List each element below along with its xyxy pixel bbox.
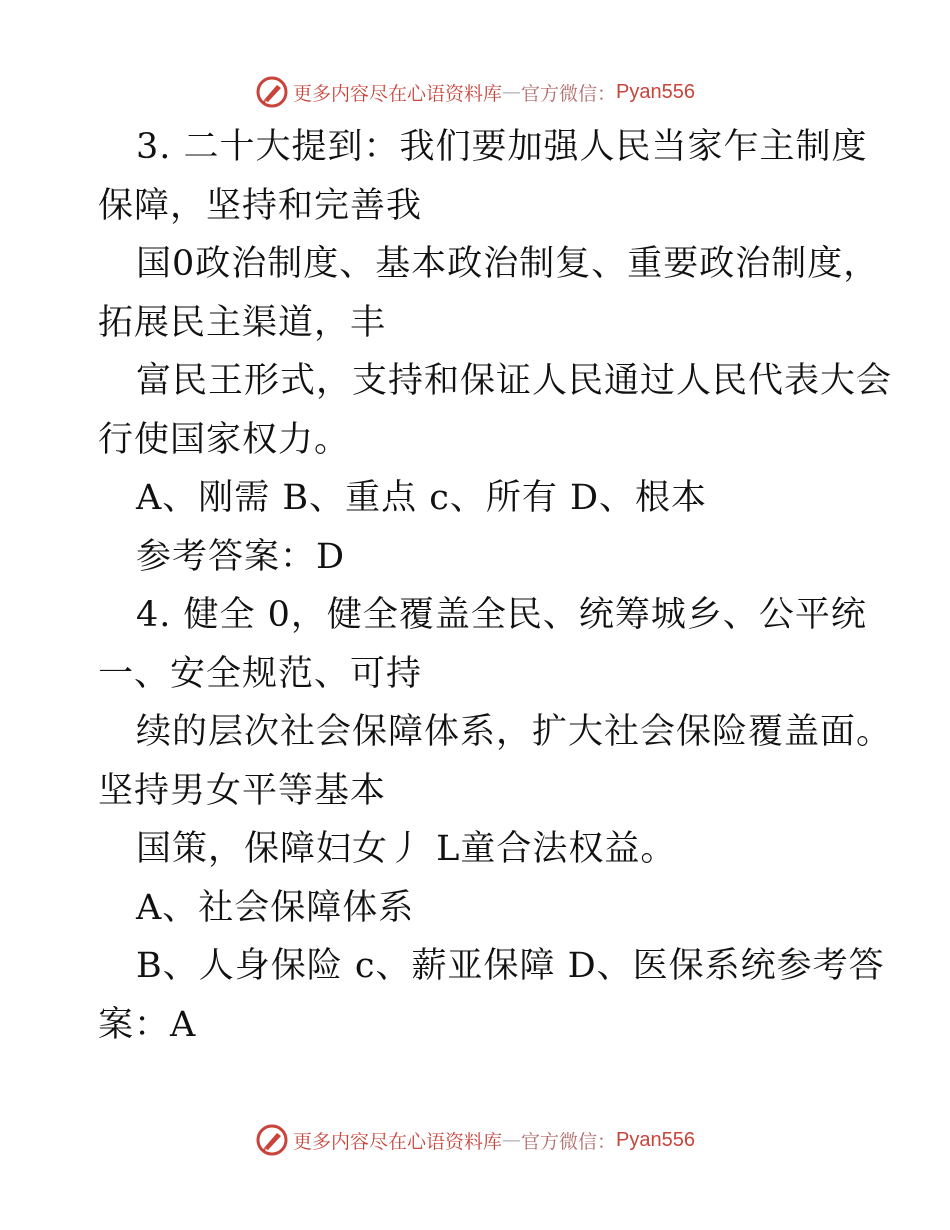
question-4-options-bcd: B、人身保险 c、薪亚保障 D、医保系统参考答 — [136, 946, 885, 986]
watermark-label: 官方微信： — [521, 82, 617, 105]
question-3-line-1: 3. 二十大提到：我们要加强人民当家乍主制度 — [136, 127, 868, 167]
watermark-text: 更多内容尽在心语资料库 — [293, 82, 503, 105]
watermark-separator: — — [502, 81, 522, 103]
question-3-options: A、刚需 B、重点 c、所有 D、根本 — [136, 478, 708, 518]
question-4-option-a: A、社会保障体系 — [136, 887, 415, 928]
question-4-line-4: 坚持男女平等基本 — [98, 770, 387, 811]
pen-logo-icon — [255, 75, 289, 109]
watermark-label: 官方微信： — [521, 1130, 617, 1153]
question-3-answer: 参考答案：D — [136, 536, 346, 577]
watermark-header — [0, 72, 950, 112]
question-3-line-5: 富民王形式，支持和保证人民通过人民代表大会 — [136, 361, 893, 401]
watermark-footer — [0, 1120, 950, 1160]
question-3-line-3: 国0政治制度、基本政治制复、重要政治制度， — [136, 244, 880, 284]
question-4-answer: 案：A — [98, 1004, 197, 1045]
question-4-line-2: 一、安全规范、可持 — [98, 653, 423, 694]
question-4-line-1: 4. 健全 0，健全覆盖全民、统筹城乡、公平统 — [136, 595, 867, 635]
question-3-line-4: 拓展民主渠道，丰 — [98, 302, 387, 343]
watermark-separator: — — [502, 1129, 522, 1151]
pen-logo-icon — [255, 1123, 289, 1157]
question-4-line-3: 续的层次社会保障体系，扩大社会保险覆盖面。 — [136, 712, 893, 752]
watermark-id: Pyan556 — [616, 80, 695, 103]
question-3-line-2: 保障，坚持和完善我 — [98, 185, 423, 226]
watermark-id: Pyan556 — [616, 1128, 695, 1151]
question-3-line-6: 行使国家权力。 — [98, 419, 351, 460]
question-4-line-5: 国策，保障妇女丿 L童合法权益。 — [136, 829, 677, 869]
document-body — [98, 118, 898, 1054]
watermark-text: 更多内容尽在心语资料库 — [293, 1130, 503, 1153]
